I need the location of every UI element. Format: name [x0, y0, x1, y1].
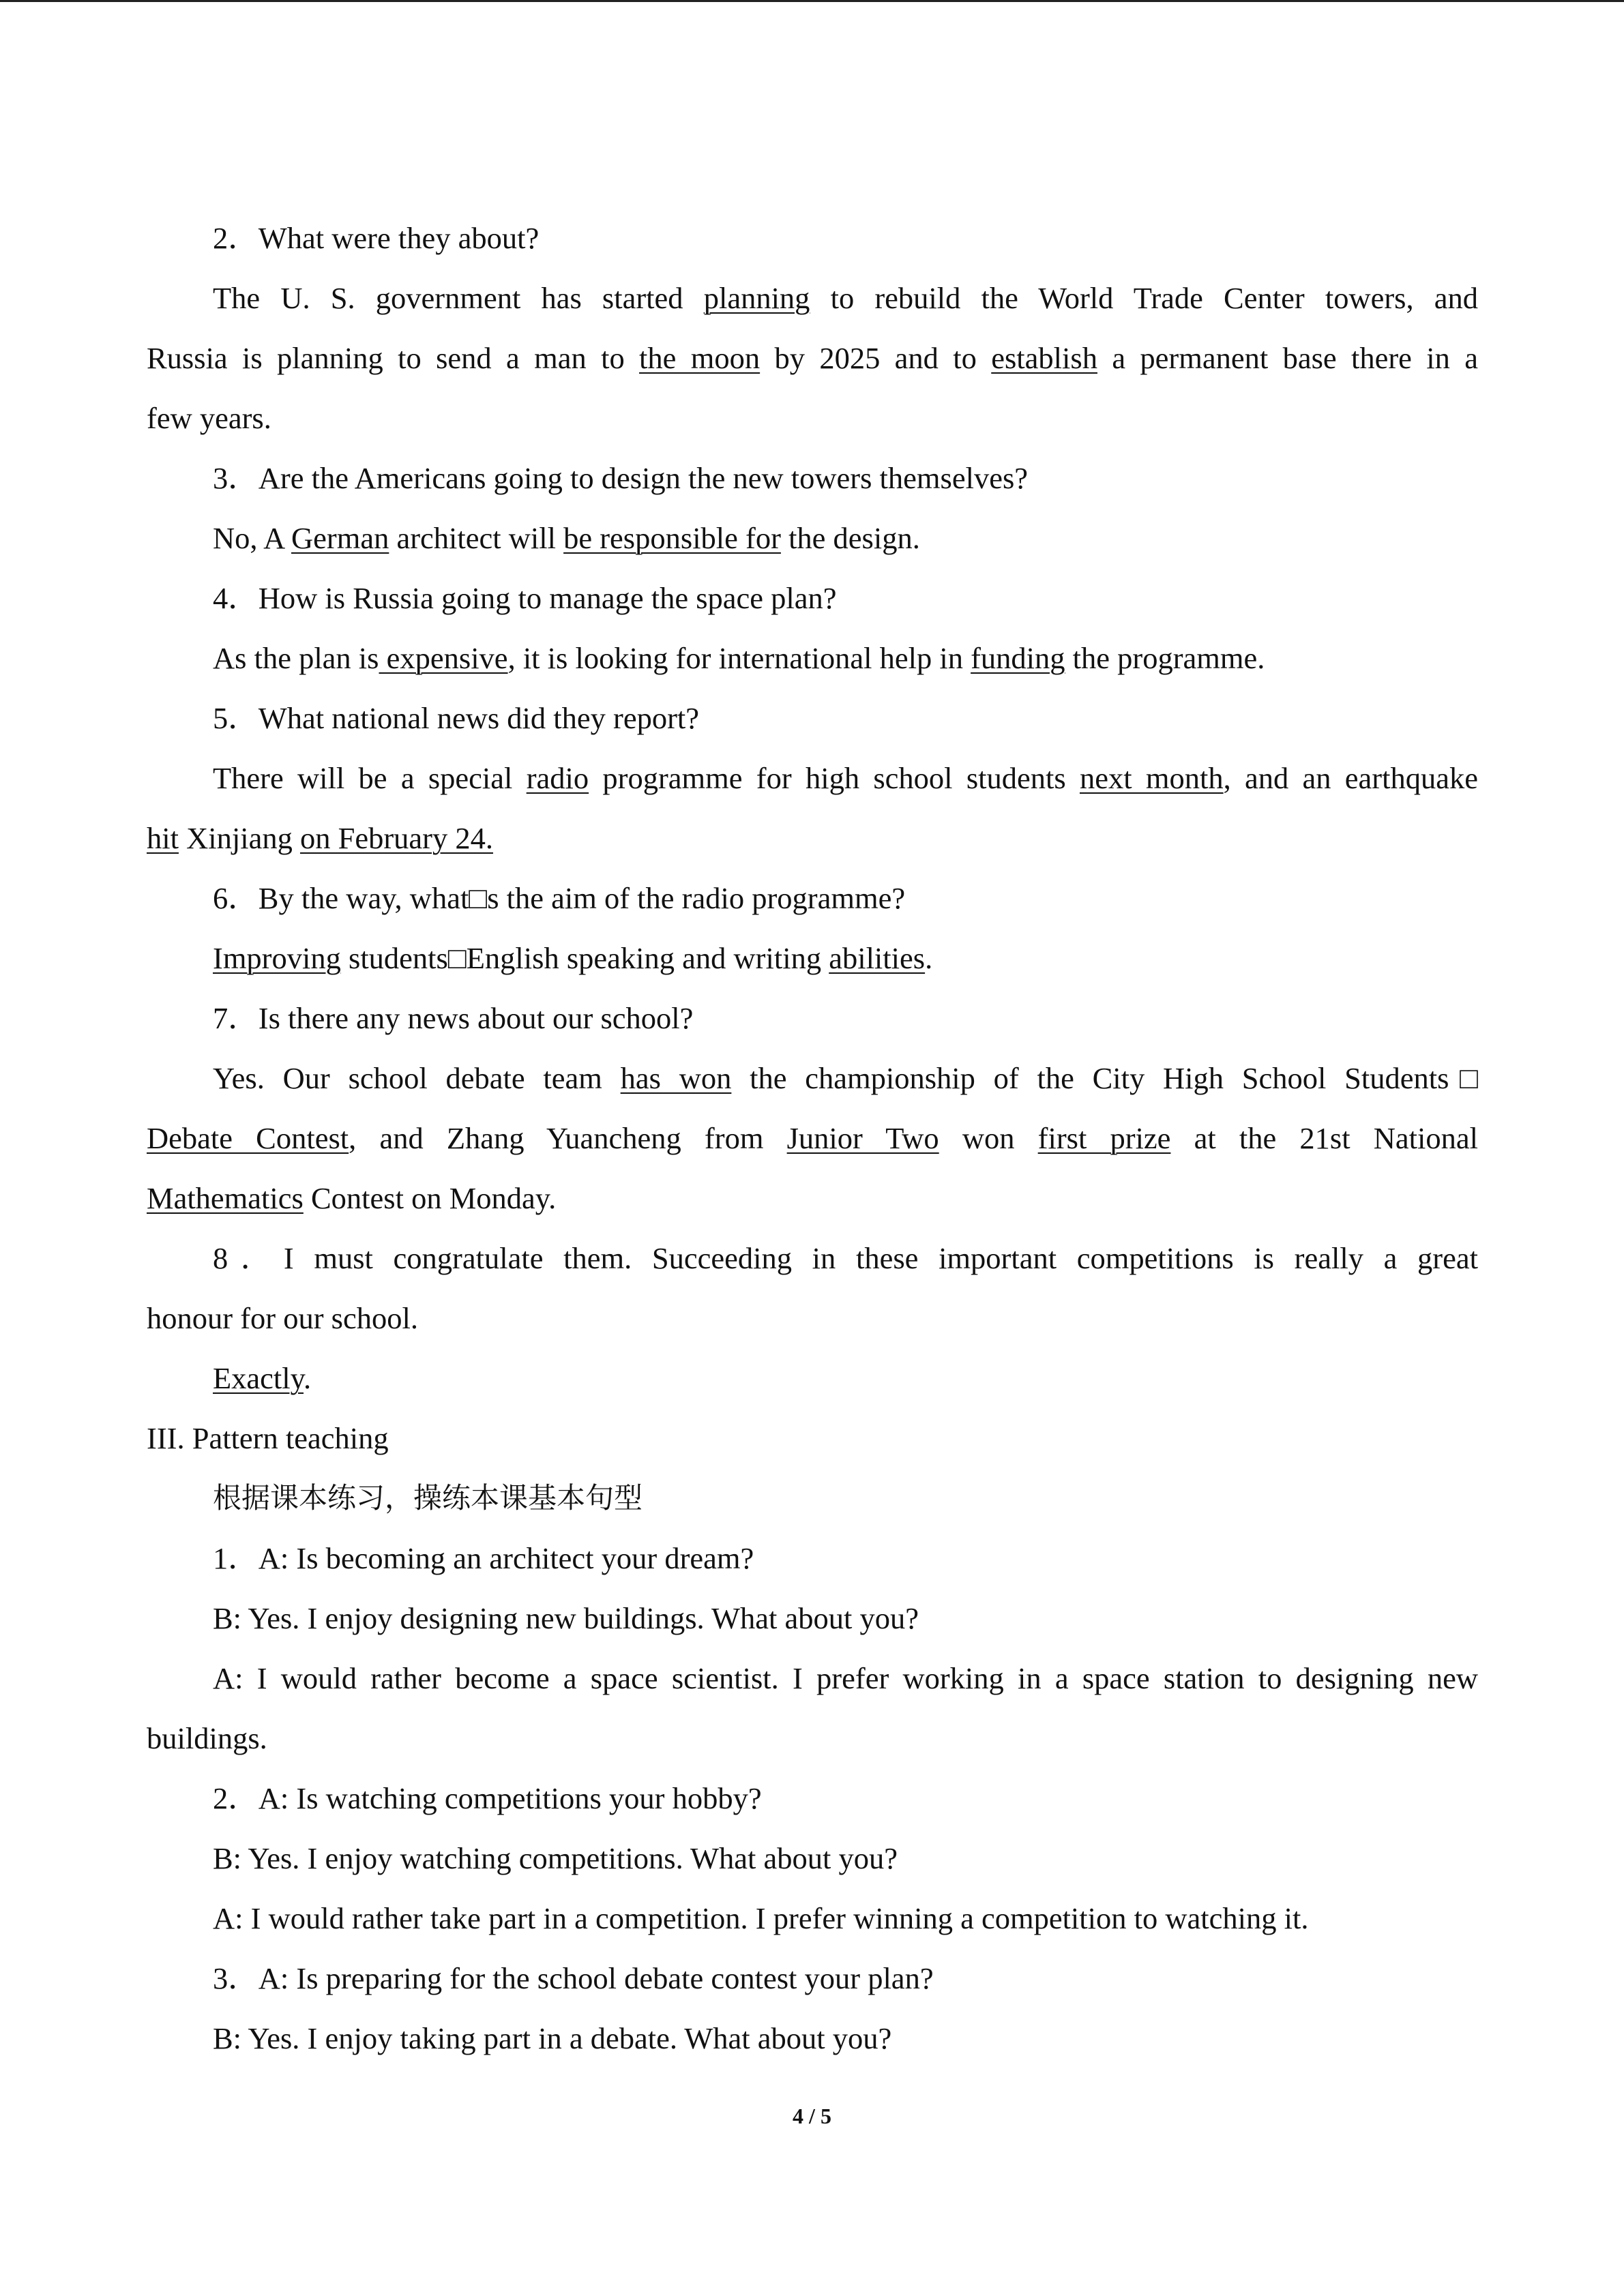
answer-3: No, A German architect will be responsible for the design. [213, 521, 920, 555]
answer-4: As the plan is expensive, it is looking for international help in funding the programme. [213, 641, 1265, 675]
section-3-heading: III. Pattern teaching [147, 1421, 389, 1455]
answer-2-line-1: The U. S. government has started planning to rebuild the World Trade Center towers, and [213, 281, 1478, 315]
pattern-2-b1: B: Yes. I enjoy watching competitions. What about you? [213, 1841, 898, 1875]
section-3-instruction: 根据课本练习，操练本课基本句型 [213, 1481, 643, 1515]
question-2: 2．What were they about? [213, 221, 540, 255]
pattern-1-a1: 1．A: Is becoming an architect your dream? [213, 1541, 754, 1575]
question-8-line-1: 8．I must congratulate them. Succeeding in these important competitions is really a great [213, 1241, 1478, 1275]
page-number: 4 / 5 [793, 2104, 831, 2128]
question-5: 5．What national news did they report? [213, 701, 700, 735]
answer-5-line-2: hit Xinjiang on February 24. [147, 821, 493, 855]
answer-6: Improving students□English speaking and writing abilities. [213, 941, 933, 975]
pattern-2-a1: 2．A: Is watching competitions your hobby? [213, 1781, 762, 1815]
document-page [147, 208, 1478, 2068]
pattern-2-a2: A: I would rather take part in a competition. I prefer winning a competition to watching it. [213, 1901, 1309, 1935]
pattern-3-a1: 3．A: Is preparing for the school debate contest your plan? [213, 1961, 934, 1995]
answer-7-line-2: Debate Contest, and Zhang Yuancheng from Junior Two won first prize at the 21st National [147, 1121, 1479, 1155]
pattern-1-b1: B: Yes. I enjoy designing new buildings. What about you? [213, 1601, 919, 1635]
question-4: 4．How is Russia going to manage the space plan? [213, 581, 837, 615]
question-6: 6．By the way, what□s the aim of the radio programme? [213, 881, 906, 915]
question-3: 3．Are the Americans going to design the new towers themselves? [213, 461, 1029, 495]
pattern-1-a2-line-2: buildings. [147, 1721, 267, 1755]
answer-7-line-1: Yes. Our school debate team has won the championship of the City High School Students□ [213, 1061, 1478, 1095]
pattern-3-b1: B: Yes. I enjoy taking part in a debate. What about you? [213, 2021, 892, 2055]
answer-5-line-1: There will be a special radio programme for high school students next month, and an earthquake [213, 761, 1478, 795]
pattern-1-a2-line-1: A: I would rather become a space scientist. I prefer working in a space station to designing new [213, 1661, 1478, 1695]
answer-7-line-3: Mathematics Contest on Monday. [147, 1181, 557, 1215]
answer-2-line-3: few years. [147, 401, 271, 435]
question-8-line-2: honour for our school. [147, 1301, 418, 1335]
answer-8: Exactly. [213, 1361, 312, 1395]
question-7: 7．Is there any news about our school? [213, 1001, 694, 1035]
top-border [0, 0, 1624, 2]
answer-2-line-2: Russia is planning to send a man to the moon by 2025 and to establish a permanent base there in a [147, 341, 1478, 375]
